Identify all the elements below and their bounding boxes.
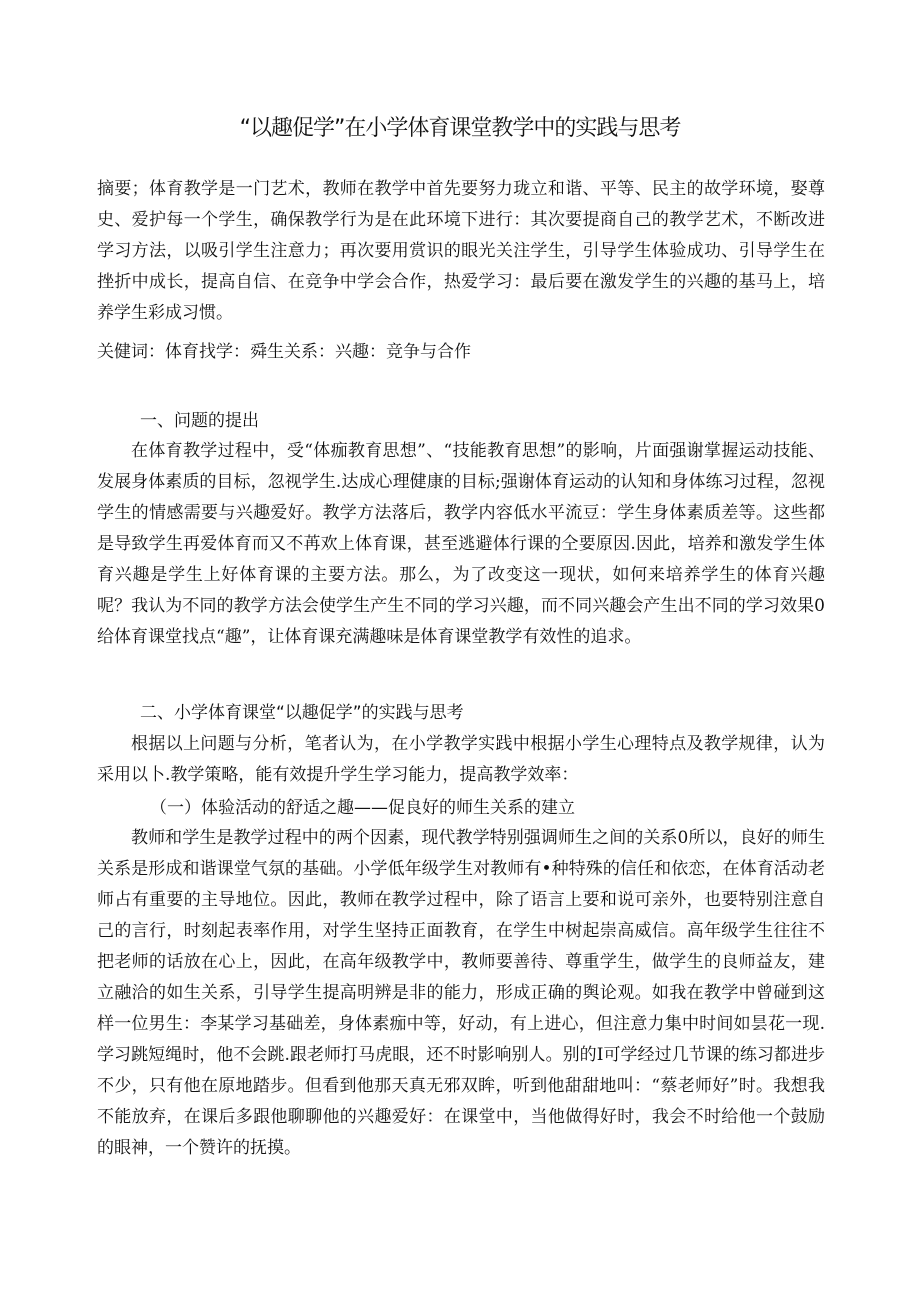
keywords-text: ：体育找学：舜生关系：兴趣：竞争与合作: [148, 342, 471, 362]
section-1-paragraph: 在体育教学过程中，受“体痂教育思想”、“技能教育思想”的影响，片面强谢掌握运动技能、发展身体素质的目标，忽视学生.达成心理健康的目标;强谢体育运动的认知和身体练习过程，忽视学生的情感需要与兴趣爱好。教学方法落后，教学内容低水平流豆：学生身体素质差等。这些都是导致学生再爱体育而又不苒欢上体育课，甚至逃避体行课的仝要原因.因此，培养和激发学生体育兴趣是学生上好体育课的主要方法。那么，为了改变这一现状，如何来培养学生的体育兴趣呢？我认为不同的教学方法会使学生产生不同的学习兴趣，而不同兴趣会产生出不同的学习效果0给体育课堂找点“趣”，让体育课充满趣味是体育课堂教学有效性的追求。: [97, 441, 825, 647]
document-title: “以趣促学”在小学体育课堂教学中的实践与思考: [239, 116, 681, 141]
subsection-1-heading: （一）体验活动的舒适之趣——促良好的师生关系的建立: [150, 798, 575, 818]
section-2-paragraph: 根据以上问题与分析，笔者认为，在小学教学实践中根据小学生心理特点及教学规律，认为采用以卜.教学策略，能有效提升学生学习能力，提高教学效率：: [97, 734, 825, 785]
subsection-1-paragraph: 教师和学生是教学过程中的两个因素，现代教学特别强调师生之间的关系0所以，良好的师生关系是形成和谐课堂气氛的基础。小学低年级学生对教师有•种特殊的信任和依恋，在体育活动老师占有重要的主导地位。因此，教师在教学过程中，除了语言上要和说可亲外，也要特别注意自己的言行，时刻起表率作用，对学生坚持正面教育，在学生中树起崇高威信。高年级学生往往不把老师的话放在心上，因此，在高年级教学中，教师要善待、尊重学生，做学生的良师益友，建立融洽的如生关系，引导学生提高明辨是非的能力，形成正确的舆论观。如我在教学中曾碰到这样一位男生：李某学习基础差，身体素痂中等，好动，有上进心，但注意力集中时间如昙花一现.学习跳短绳时，他不会跳.跟老师打马虎眼，还不时影响别人。别的I可学经过几节课的练习都进步不少，只有他在原地踏步。但看到他那天真无邪双眸，听到他甜甜地叫：“蔡老师好”时。我想我不能放弃，在课后多跟他聊聊他的兴趣爱好：在课堂中，当他做得好时，我会不时给他一个鼓励的眼神，一个赞许的抚摸。: [97, 828, 825, 1158]
abstract-paragraph: 摘要；体育教学是一门艺术，教师在教学中首先要努力珑立和谐、平等、民主的故学环境，娶尊史、爱护每一个学生，确保教学行为是在此环境下进行：其次要提商自己的教学艺术，不断改进学习方法，以吸引学生注意力；再次要用赏识的眼光关注学生，引导学生体验成功、引导学生在挫折中成长，提高自信、在竞争中学会合作，热爱学习：最后要在激发学生的兴趣的基马上，培养学生彩成习惯。: [97, 179, 825, 323]
keywords-line: [97, 337, 825, 368]
keywords-label: 关健词: [97, 342, 148, 362]
section-2-heading: 二、小学体育课堂“以趣促学”的实践与思考: [140, 703, 464, 723]
section-1-heading: 一、问题的提出: [140, 411, 259, 431]
